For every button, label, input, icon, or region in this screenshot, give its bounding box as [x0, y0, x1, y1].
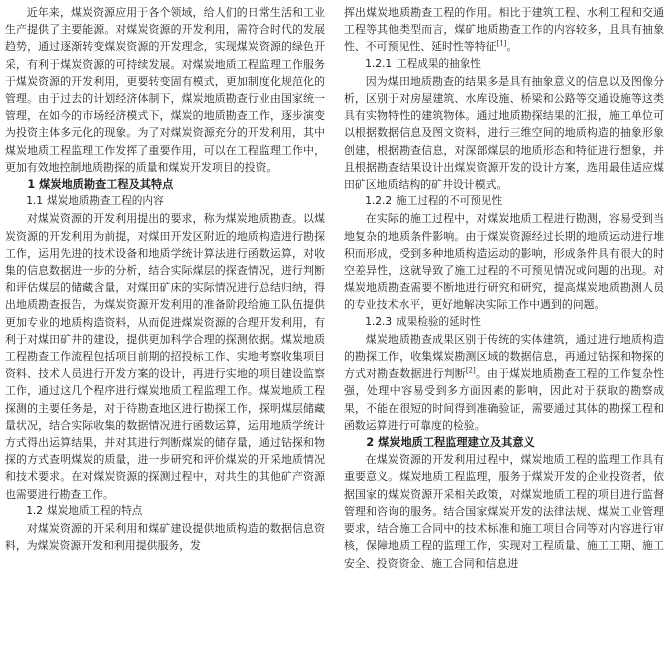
- features-paragraph-start: 对煤炭资源的开采利用和煤矿建设提供地质构造的数据信息资料，为煤炭资源开发和利用提供服务，发: [5, 522, 325, 553]
- delay-paragraph-end: 。由于煤炭地质勘查工程的工作复杂性强，处理中容易受到多方面因素的影响，因此对于获取的勘察成果，不能在很短的时间得到准确验证，需要通过其体的勘探工程和函数运算进行可靠度的检验。: [344, 367, 664, 432]
- intro-paragraph: 近年来，煤炭资源应用于各个领域，给人们的日常生活和工业生产提供了主要能源。对煤炭资源的开发利用，需符合时代的发展趋势，通过逐渐转变煤炭资源的开发理念，实现煤炭资源的绿色开采，有利于煤炭资源的可持续发展。对煤炭地质工程监理工作服务于煤炭资源的开发利用，更要转变固有模式，更加制度化规范化的管理。由于过去的计划经济体制下，煤炭地质勘查行业由国家统一管理，在如今的市场经济模式下，煤炭的地质勘查工作，逐步演变为投资主体多元化的现象。为了对煤炭资源充分的开发利用，其中煤炭地质工程监理工作发挥了重要作用，可以在工程监理工作中，更加有效地控制地质勘探的质量和煤炭开发项目的投资。: [5, 6, 325, 174]
- section-1-heading: [5, 176, 325, 193]
- right-column: [344, 4, 664, 572]
- delay-paragraph-text: 煤炭地质勘查成果区别于传统的实体建筑，通过进行地质构造的勘探工作，收集煤炭勘测区域的数据信息，再通过钻探和物探的方式对勘查数据进行判断: [344, 332, 664, 381]
- section-1-2-3-heading: [344, 314, 664, 331]
- section-1-2-2-title: 施工过程的不可预见性: [396, 195, 503, 208]
- abstraction-paragraph: 因为煤田地质勘查的结果多是具有抽象意义的信息以及图像分析，区别于对房屋建筑、水库设施、桥梁和公路等交通设施等这类具有实物特性的建筑物体。通过地质勘探结果的汇报，施工单位可以根据数据信息及图文资料，进行三维空间的地质构造的抽象形象创建，根据勘查信息，对深部煤层的地质形态和特征进行想象，并且根据勘查结果设计出煤炭资源开发的设计方案，选用最佳适应煤田矿区地质结构的矿井设计模式。: [344, 74, 664, 192]
- delay-paragraph: [344, 331, 664, 434]
- section-1-title: 煤炭地质勘查工程及其特点: [39, 178, 174, 192]
- section-1-2-2-heading: [344, 193, 664, 210]
- features-paragraph-end: 。: [506, 40, 518, 54]
- section-1-2-number: 1.2: [26, 504, 44, 517]
- section-1-2-1-number: 1.2.1: [365, 57, 393, 70]
- unpredictability-paragraph: 在实际的施工过程中，对煤炭地质工程进行勘测，容易受到当地复杂的地质条件影响。由于煤炭资源经过长期的地质运动进行堆积而形成，受到多种地质构造运动的影响，形成条件具有很大的时空差异性，这就导致了施工过程的不可预见情况或问题的出现。对煤炭地质勘查需要不断地进行研究和研究，提高煤炭地质勘测人员的专业技术水平，更好地解决实际工作中遇到的问题。: [344, 212, 664, 312]
- left-column: [5, 4, 325, 555]
- section-1-1-title: 煤炭地质勘查工程的内容: [47, 195, 164, 208]
- features-paragraph-continued: [344, 4, 664, 56]
- section-1-1-heading: [5, 193, 325, 210]
- citation-1: [1]: [496, 39, 507, 48]
- section-1-2-1-title: 工程成果的抽象性: [396, 57, 481, 70]
- section-2-number: 2: [366, 436, 375, 450]
- section-1-number: 1: [27, 178, 36, 192]
- section-2-heading: [344, 434, 664, 451]
- section-1-1-number: 1.1: [26, 195, 44, 208]
- section-1-2-3-title: 成果检验的延时性: [396, 315, 481, 328]
- section-1-2-title: 煤炭地质工程的特点: [47, 504, 143, 517]
- section-1-2-1-heading: [344, 56, 664, 73]
- section-1-2-heading: [5, 503, 325, 520]
- survey-content-paragraph: 对煤炭资源的开发利用提出的要求，称为煤炭地质勘查。以煤炭资源的开发利用为前提，对煤田开发区附近的地质构造进行勘探工作，运用先进的技术设备和地质学统计算法进行函数运算，对收集的信息数据进一步的分析，结合实际煤层的探查情况，进行判断和评估煤层的储藏含量，对煤田矿床的实际情况进行总结归纳，得出地质勘查报告，为煤炭资源开发利用的准备阶段给施工队伍提供更加专业的地质构造资料，从而促进煤炭资源的合理开发利用，有利于对煤田矿井的建设，提供更加科学合理的探测依据。煤炭地质工程勘查工作流程包括项目前期的招投标工作、实地考察收集项目资料、技术人员进行开发方案的设计，再进行实地的项目建设监察工作，通过这几个程序进行煤炭地质工程监理工作。煤炭地质工程探测的主要任务是，对于待勘查地区进行勘探工作，探明煤层储藏量状况，结合实际收集的数据情况进行函数运算，运用地质学统计方式得出运算结果，并对其进行判断煤炭的储存量，通过钻探和物探的方式查明煤炭的质量，进一步研究和评价煤炭的开采地质情况和技术要求。在对煤炭资源的探测过程中，对共生的其他矿产资源也需要进行勘查工作。: [5, 212, 325, 501]
- section-2-title: 煤炭地质工程监理建立及其意义: [378, 436, 535, 450]
- supervision-paragraph: 在煤炭资源的开发利用过程中，煤炭地质工程的监理工作具有重要意义。煤炭地质工程监理，服务于煤炭开发的企业投资者，依据国家的煤炭资源开采相关政策，对煤炭地质工程的项目进行监督管理和咨询的服务。结合国家煤炭开发的法律法规、煤炭工业管理要求，结合施工合同中的技术标准和施工项目合同等对内容进行审核，保障地质工程的监理工作，实现对工程质量、施工工期、施工安全、投资资金、施工合同和信息进: [344, 453, 664, 570]
- features-paragraph-text: 挥出煤炭地质勘查工程的作用。相比于建筑工程、水利工程和交通工程等其他类型而言，煤矿地质勘查工作的内容较多，且具有抽象性、不可预见性、延时性等特征: [344, 6, 664, 54]
- section-1-2-3-number: 1.2.3: [365, 315, 393, 328]
- section-1-2-2-number: 1.2.2: [365, 195, 393, 208]
- citation-2: [2]: [465, 366, 476, 375]
